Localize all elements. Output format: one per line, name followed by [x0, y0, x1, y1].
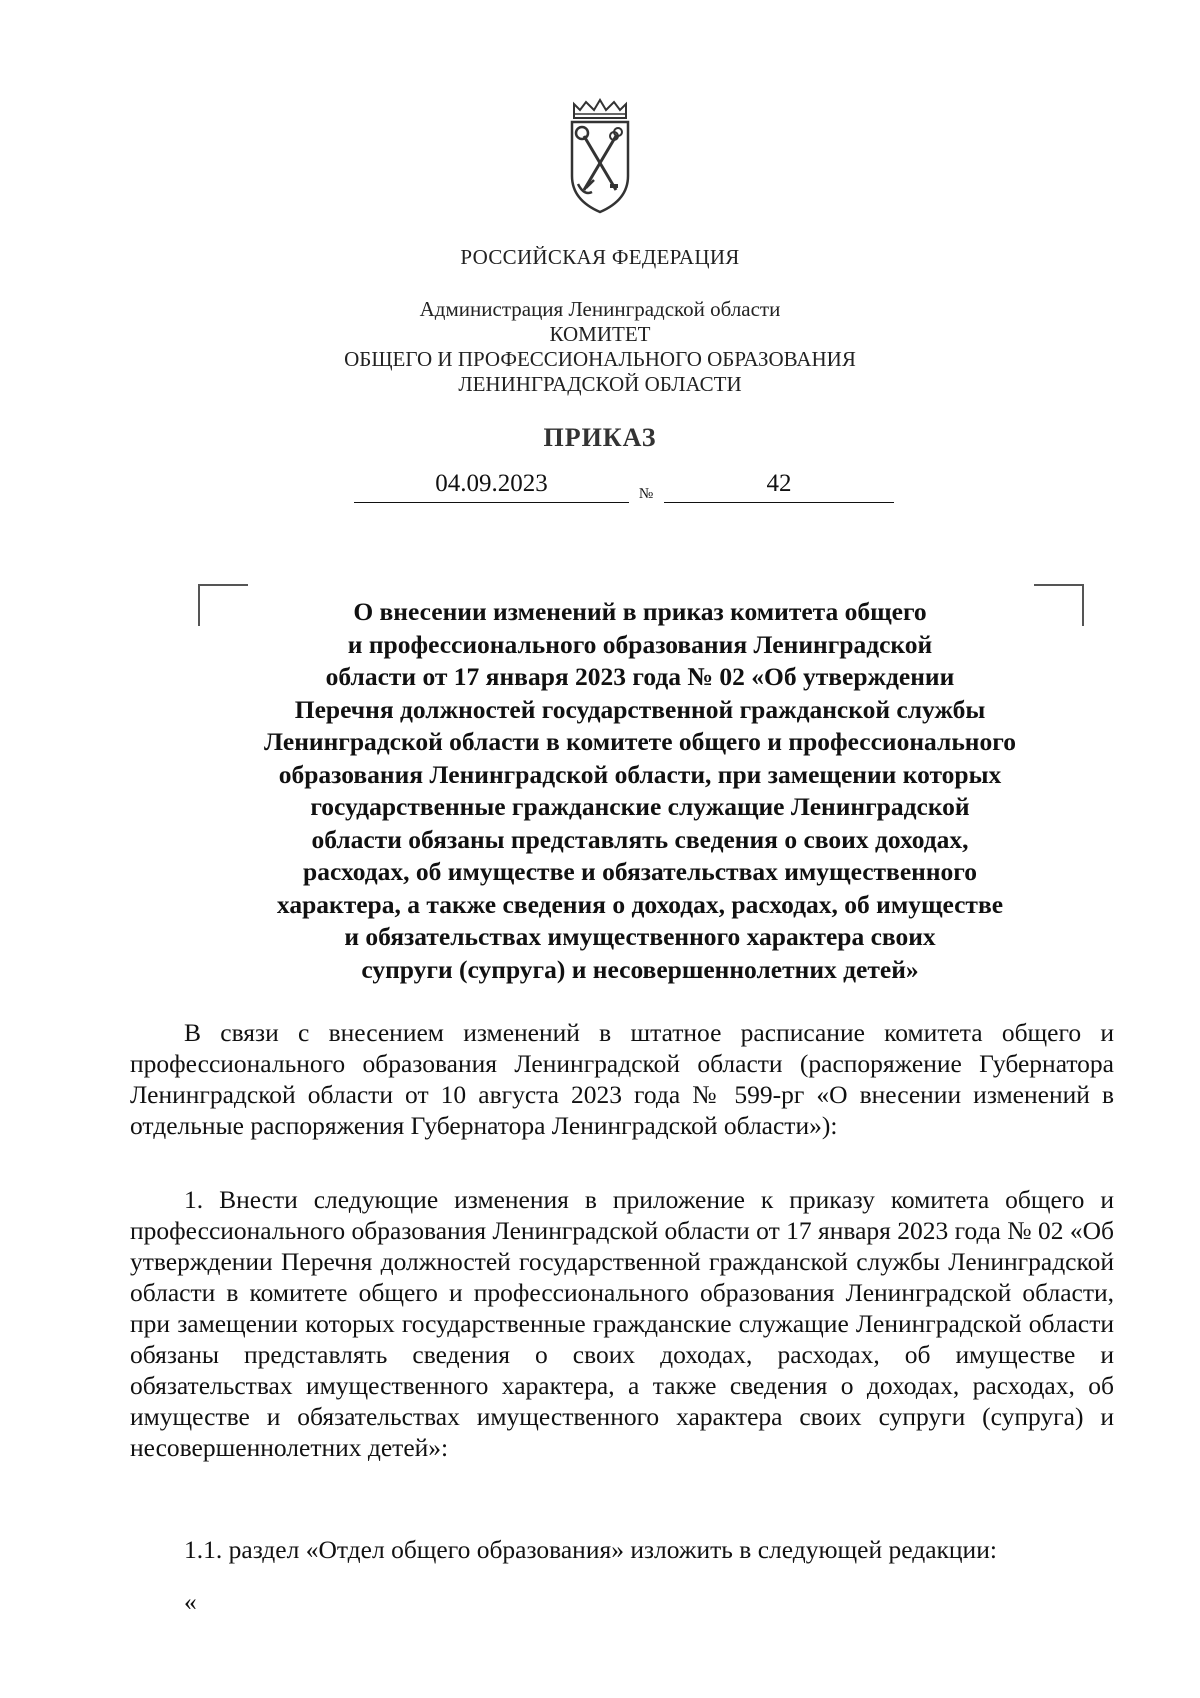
subject-line: области от 17 января 2023 года № 02 «Об утверждении: [325, 662, 955, 691]
paragraph-text: В связи с внесением изменений в штатное расписание комитета общего и профессионального образования Ленинградской области (распоряжение Губернатора Ленинградской области от 10 августа 2023 года № 599-рг «О внесении изменений в отдельные распоряжения Губернатора Ленинградской области»):: [130, 1018, 1114, 1140]
order-date-number: [354, 470, 894, 514]
committee-title: КОМИТЕТ: [549, 322, 651, 346]
coat-of-arms-icon: [568, 96, 632, 216]
paragraph-text: 1.1. раздел «Отдел общего образования» изложить в следующей редакции:: [184, 1535, 997, 1564]
order-date: 04.09.2023: [354, 470, 629, 503]
subject-line: характера, а также сведения о доходах, расходах, об имуществе: [276, 889, 1004, 919]
subject-line: области обязаны представлять сведения о своих доходах,: [311, 824, 969, 854]
subject-line: и обязательствах имущественного характера своих: [344, 922, 936, 951]
country-name: РОССИЙСКАЯ ФЕДЕРАЦИЯ: [460, 245, 740, 269]
subject-line: О внесении изменений в приказ комитета общего: [353, 597, 927, 626]
subject-line: супруги (супруга) и несовершеннолетних детей»: [361, 954, 919, 984]
order-number: 42: [664, 470, 894, 503]
order-subject: [200, 596, 1080, 986]
clause-1-1-paragraph: [130, 1534, 1114, 1565]
number-sign: №: [638, 486, 654, 502]
subject-line: образования Ленинградской области, при замещении которых: [278, 759, 1002, 789]
subject-line: государственные гражданские служащие Ленинградской: [310, 792, 970, 821]
administration-name: Администрация Ленинградской области: [419, 297, 781, 321]
subject-line: и профессионального образования Ленинградской: [347, 629, 933, 659]
subject-line: Ленинградской области в комитете общего и профессионального: [264, 727, 1016, 756]
committee-title-line2: ОБЩЕГО И ПРОФЕССИОНАЛЬНОГО ОБРАЗОВАНИЯ: [344, 347, 856, 371]
issuer-block: [0, 297, 1200, 397]
committee-title-line3: ЛЕНИНГРАДСКОЙ ОБЛАСТИ: [458, 372, 742, 396]
paragraph-text: «: [184, 1587, 197, 1616]
opening-quote: [130, 1586, 1114, 1617]
paragraph-text: 1. Внести следующие изменения в приложение к приказу комитета общего и профессионального образования Ленинградской области от 17 января 2023 года № 02 «Об утверждении Перечня должностей государственной гражданской службы Ленинградской области в комитете общего и профессионального образования Ленинградской области, при замещении которых государственные гражданские служащие Ленинградской области обязаны представлять сведения о своих доходах, расходах, об имуществе и обязательствах имущественного характера, а также сведения о доходах, расходах, об имуществе и обязательствах имущественного характера своих супруги (супруга) и несовершеннолетних детей»:: [130, 1185, 1114, 1462]
clause-1-paragraph: [130, 1184, 1114, 1463]
subject-line: Перечня должностей государственной гражданской службы: [294, 694, 986, 724]
preamble-paragraph: [130, 1017, 1114, 1141]
document-type: ПРИКАЗ: [543, 423, 657, 452]
subject-line: расходах, об имуществе и обязательствах имущественного: [303, 857, 977, 886]
